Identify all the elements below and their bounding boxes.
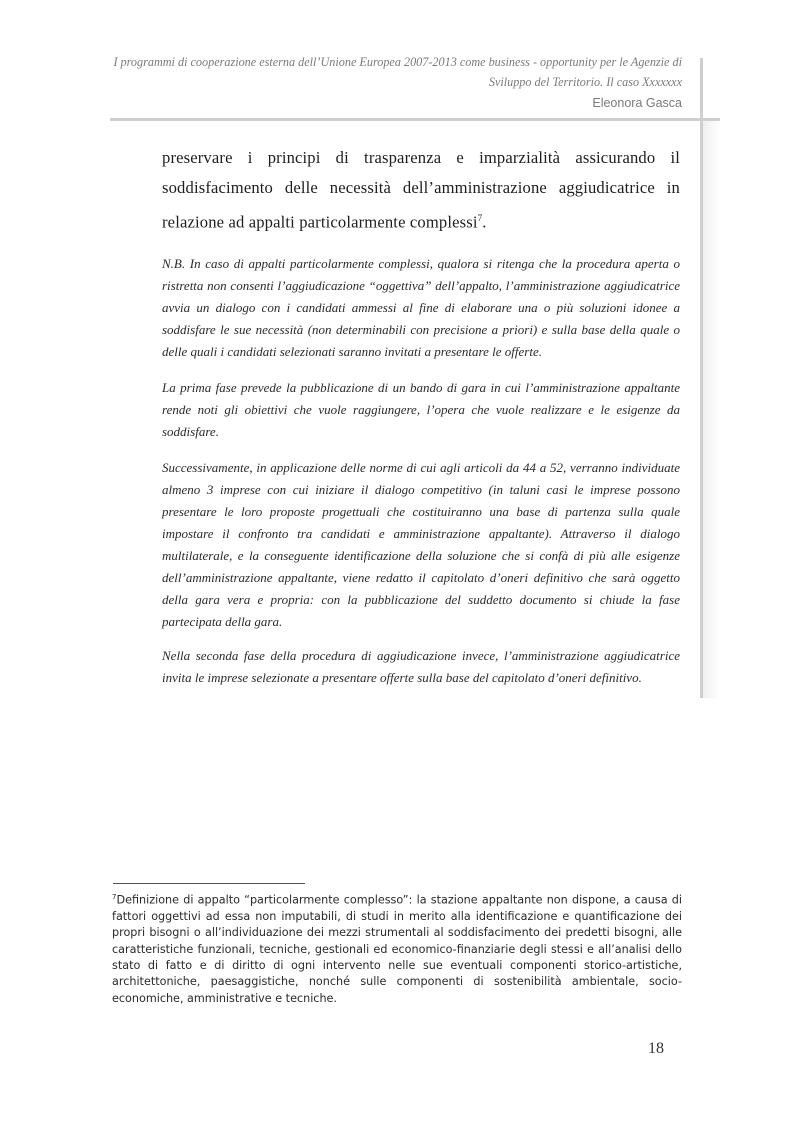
footnote-number: 7	[112, 893, 117, 901]
footnote-text: Definizione di appalto “particolarmente complesso”: la stazione appaltante non dispone, a causa di fattori oggettivi ad essa non imputabili, di studi in merito alla identificazione e quantificazione dei propri bisogni o all’individuazione dei mezzi strumentali al soddisfacimento dei predetti bisogni, alle caratteristiche funzionali, tecniche, gestionali ed economico-finanziarie degli stessi e all’analisi dello stato di fatto e di diritto di ogni intervento nelle sue eventuali componenti storico-artistiche, architettoniche, paesaggistiche, nonché sulle componenti di sostenibilità ambientale, socio-economiche, amministrative e tecniche.	[112, 893, 682, 1005]
page-number: 18	[648, 1040, 664, 1057]
footnote-reference[interactable]: 7	[477, 213, 483, 223]
paragraph-seconda-fase: Nella seconda fase della procedura di aggiudicazione invece, l’amministrazione aggiudicatrice invita le imprese selezionate a presentare offerte sulla base del capitolato d’oneri definitivo.	[162, 648, 680, 685]
header-horizontal-rule	[110, 118, 720, 121]
footnote	[112, 889, 682, 1007]
margin-shade	[703, 121, 720, 698]
header-title-line-2: Sviluppo del Territorio. Il caso Xxxxxxx	[488, 75, 682, 89]
lead-end: .	[482, 212, 487, 232]
paragraph-nb: N.B. In caso di appalti particolarmente complessi, qualora si ritenga che la procedura aperta o ristretta non consenti l’aggiudicazione “oggettiva” dell’appalto, l’amministrazione aggiudicatrice avvia un dialogo con i candidati ammessi al fine di elaborare una o più soluzioni idonee a soddisfare le sue necessità (non determinabili con precisione a priori) e sulla base della quale o delle quali i candidati selezionati saranno invitati a presentare le offerte.	[162, 256, 680, 359]
paragraph-prima-fase: La prima fase prevede la pubblicazione di un bando di gara in cui l’amministrazione appaltante rende noti gli obiettivi che vuole raggiungere, l’opera che vuole realizzare e le esigenze da soddisfare.	[162, 380, 680, 439]
header-title-line-1: I programmi di cooperazione esterna dell’Unione Europea 2007-2013 come business - opportunity per le Agenzie di	[113, 55, 682, 69]
lead-text: preservare i principi di trasparenza e imparzialità assicurando il soddisfacimento delle necessità dell’amministrazione aggiudicatrice in relazione ad appalti particolarmente complessi	[162, 148, 680, 232]
footnote-separator	[113, 883, 305, 884]
paragraph-successivamente: Successivamente, in applicazione delle norme di cui agli articoli da 44 a 52, verranno individuate almeno 3 imprese con cui iniziare il dialogo competitivo (in taluni casi le imprese possono presentare le loro proposte progettuali che costituiranno una base di partenza sulla quale impostare il confronto tra candidati e amministrazione appaltante). Attraverso il dialogo multilaterale, e la conseguente identificazione della soluzione che si confà di più alle esigenze dell’amministrazione appaltante, viene redatto il capitolato d’oneri definitivo che sarà oggetto della gara vera e propria: con la pubblicazione del suddetto documento si chiude la fase partecipata della gara.	[162, 460, 680, 629]
header-author: Eleonora Gasca	[592, 96, 682, 110]
running-header	[100, 52, 682, 92]
lead-paragraph	[162, 143, 680, 238]
